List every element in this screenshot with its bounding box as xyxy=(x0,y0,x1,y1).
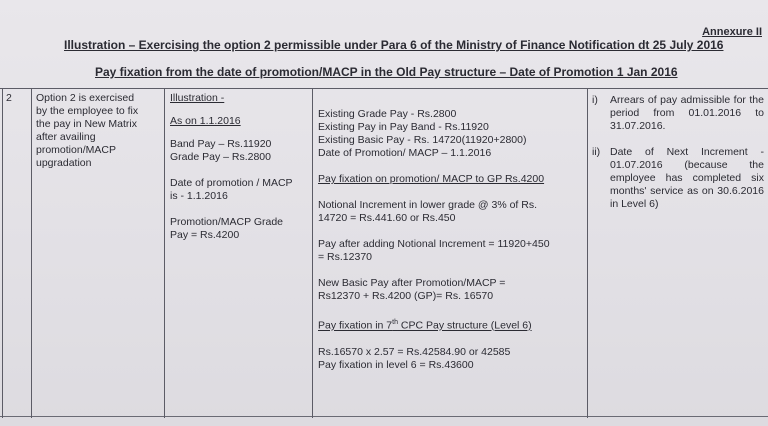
illustration-column xyxy=(170,92,310,242)
pay-after-increment-line: = Rs.12370 xyxy=(318,251,372,263)
option-line: upgradation xyxy=(36,157,92,169)
as-on-date: As on 1.1.2016 xyxy=(170,115,241,127)
column-divider-3 xyxy=(312,88,313,418)
notes-column xyxy=(592,94,764,211)
annexure-label: Annexure II xyxy=(702,26,762,38)
grade-pay: Grade Pay – Rs.2800 xyxy=(170,151,271,163)
cpc-superscript: th xyxy=(392,319,398,326)
option-line: after availing xyxy=(36,131,96,143)
option-line: promotion/MACP xyxy=(36,144,116,156)
note-text: Date of Next Increment - 01.07.2016 (because the employee has completed six months' service as on 30.6.2016 in Level 6) xyxy=(610,146,764,210)
note-item xyxy=(592,146,764,211)
table-bottom-border xyxy=(0,416,768,417)
note-text: Arrears of pay admissible for the period from 01.01.2016 to 31.07.2016. xyxy=(610,94,764,132)
promotion-date-value: is - 1.1.2016 xyxy=(170,190,228,202)
cpc-suffix: CPC Pay structure (Level 6) xyxy=(397,319,532,332)
cpc-fixation-heading xyxy=(318,316,586,333)
new-basic-pay-line: Rs12370 + Rs.4200 (GP)= Rs. 16570 xyxy=(318,290,494,302)
promotion-gp-label: Promotion/MACP Grade xyxy=(170,216,284,228)
note-number: i) xyxy=(592,94,598,106)
multiplication-line: Rs.16570 x 2.57 = Rs.42584.90 or 42585 xyxy=(318,345,511,358)
note-number: ii) xyxy=(592,146,601,158)
note-item xyxy=(592,94,764,133)
option-line: Option 2 is exercised xyxy=(36,92,135,104)
serial-number: 2 xyxy=(6,92,12,104)
document-title: Illustration – Exercising the option 2 permissible under Para 6 of the Ministry of Finance Notification dt 25 July 2016 xyxy=(64,38,724,52)
existing-grade-pay: Existing Grade Pay - Rs.2800 xyxy=(318,108,457,120)
existing-pay-band: Existing Pay in Pay Band - Rs.11920 xyxy=(318,121,489,133)
table-top-border xyxy=(0,88,768,89)
promotion-date-label: Date of promotion / MACP xyxy=(170,177,293,189)
column-divider-1 xyxy=(31,88,32,418)
cpc-prefix: Pay fixation in 7 xyxy=(318,319,393,332)
calculation-column xyxy=(318,108,586,372)
pay-after-increment-line: Pay after adding Notional Increment = 11920+450 xyxy=(318,238,550,250)
table-border-left xyxy=(2,88,3,418)
band-pay: Band Pay – Rs.11920 xyxy=(170,138,272,150)
level6-fixation-line: Pay fixation in level 6 = Rs.43600 xyxy=(318,358,474,371)
promotion-date: Date of Promotion/ MACP – 1.1.2016 xyxy=(318,147,492,159)
notional-increment-line: Notional Increment in lower grade @ 3% of Rs. xyxy=(318,199,538,211)
illustration-heading: Illustration - xyxy=(170,92,225,104)
option-line: by the employee to fix xyxy=(36,105,139,117)
existing-basic-pay: Existing Basic Pay - Rs. 14720(11920+2800) xyxy=(318,134,527,146)
column-divider-2 xyxy=(164,88,165,418)
notional-increment-line: 14720 = Rs.441.60 or Rs.450 xyxy=(318,212,456,224)
option-description xyxy=(36,92,160,170)
fixation-heading: Pay fixation on promotion/ MACP to GP Rs.4200 xyxy=(318,173,545,185)
column-divider-4 xyxy=(587,88,588,418)
promotion-gp-value: Pay = Rs.4200 xyxy=(170,229,240,241)
option-line: the pay in New Matrix xyxy=(36,118,137,130)
document-subtitle: Pay fixation from the date of promotion/MACP in the Old Pay structure – Date of Promotion 1 Jan 2016 xyxy=(95,65,678,79)
new-basic-pay-line: New Basic Pay after Promotion/MACP = xyxy=(318,277,506,289)
